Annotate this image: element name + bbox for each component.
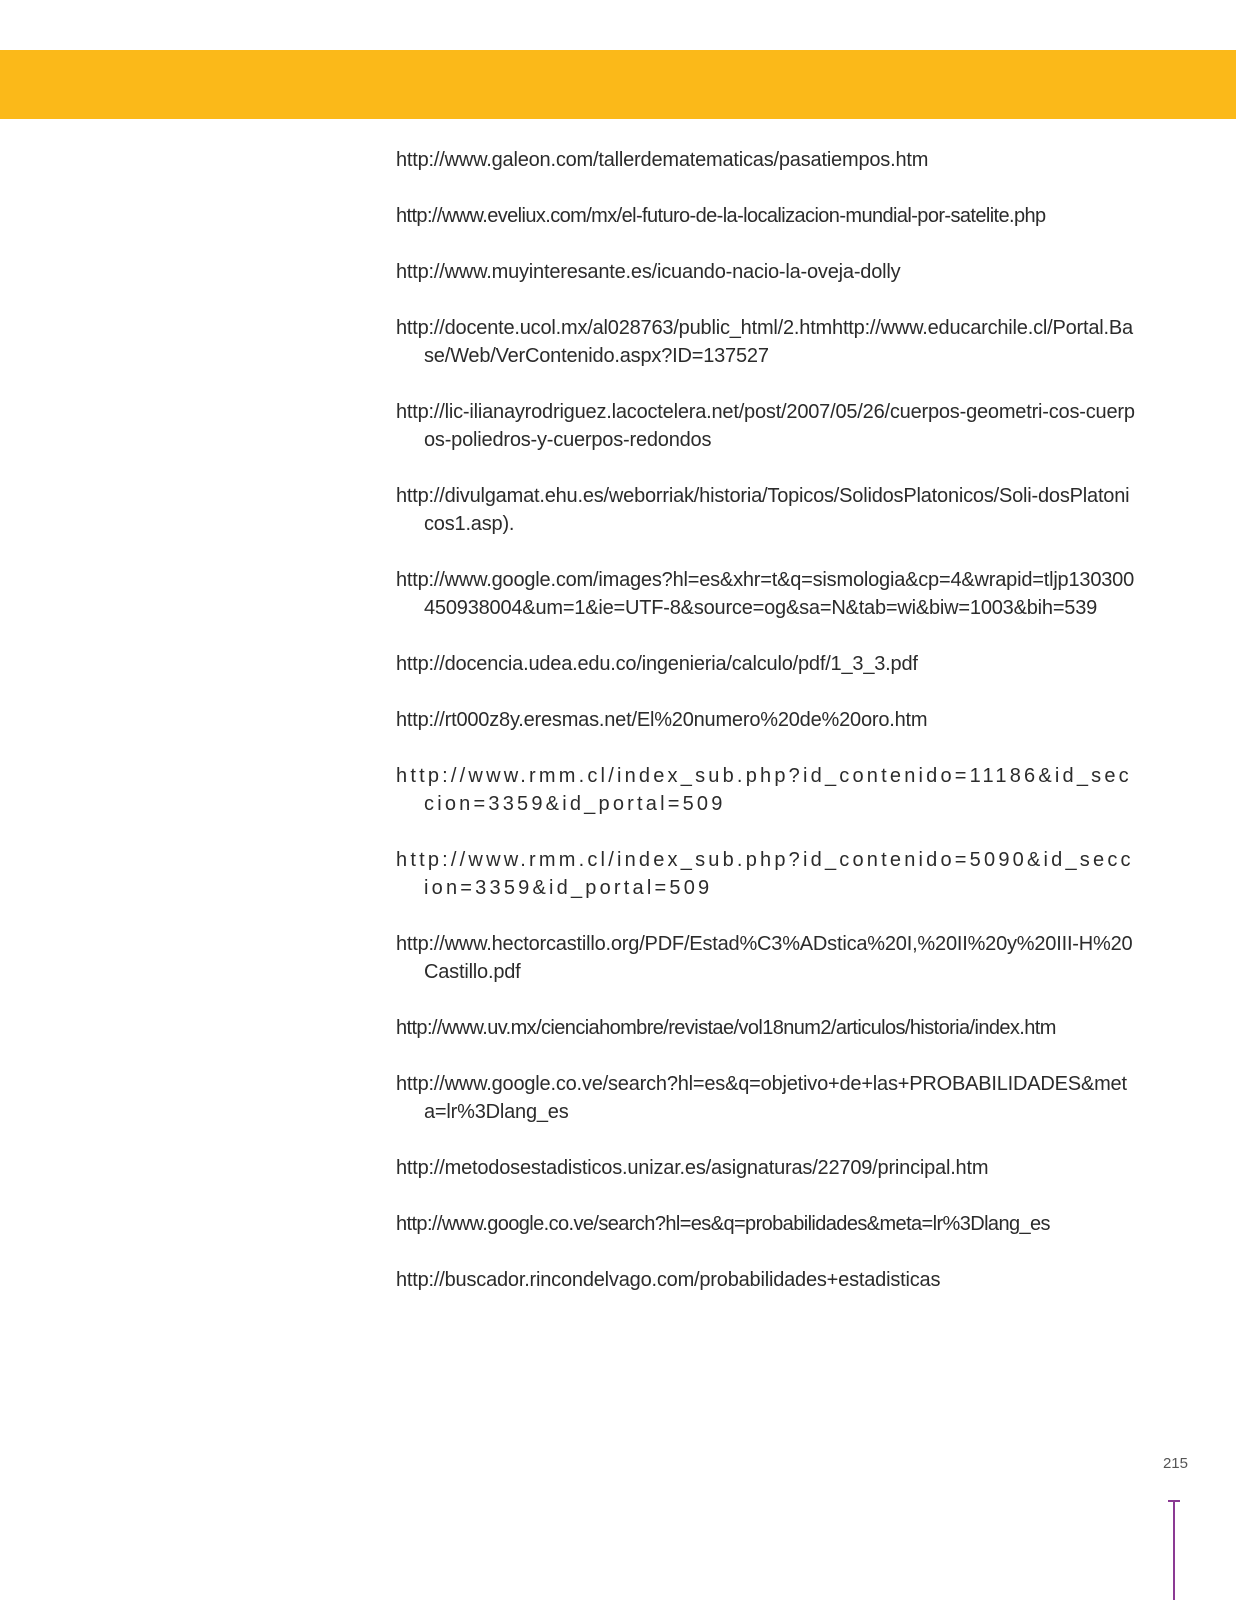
header-band bbox=[0, 50, 1236, 119]
reference-list bbox=[396, 146, 1136, 1322]
reference-item[interactable]: http://lic-ilianayrodriguez.lacoctelera.net/post/2007/05/26/cuerpos-geometri-cos-cuerpos-poliedros-y-cuerpos-redondos bbox=[396, 401, 1135, 451]
reference-item[interactable]: http://www.hectorcastillo.org/PDF/Estad%C3%ADstica%20I,%20II%20y%20III-H%20Castillo.pdf bbox=[396, 933, 1133, 983]
reference-item[interactable]: http://www.google.co.ve/search?hl=es&q=objetivo+de+las+PROBABILIDADES&meta=lr%3Dlang_es bbox=[396, 1073, 1127, 1123]
reference-item[interactable]: http://divulgamat.ehu.es/weborriak/historia/Topicos/SolidosPlatonicos/Soli-dosPlatonicos1.asp). bbox=[396, 485, 1130, 535]
reference-item[interactable]: http://docente.ucol.mx/al028763/public_html/2.htmhttp://www.educarchile.cl/Portal.Base/Web/VerContenido.aspx?ID=137527 bbox=[396, 317, 1133, 367]
reference-item[interactable]: http://metodosestadisticos.unizar.es/asignaturas/22709/principal.htm bbox=[396, 1157, 989, 1179]
reference-item[interactable]: http://www.google.co.ve/search?hl=es&q=probabilidades&meta=lr%3Dlang_es bbox=[396, 1213, 1050, 1235]
reference-item[interactable]: http://www.rmm.cl/index_sub.php?id_contenido=5090&id_seccion=3359&id_portal=509 bbox=[396, 849, 1134, 899]
reference-item[interactable]: http://buscador.rincondelvago.com/probabilidades+estadisticas bbox=[396, 1269, 941, 1291]
reference-item[interactable]: http://www.rmm.cl/index_sub.php?id_contenido=11186&id_seccion=3359&id_portal=509 bbox=[396, 765, 1132, 815]
reference-item[interactable]: http://rt000z8y.eresmas.net/El%20numero%20de%20oro.htm bbox=[396, 709, 928, 731]
reference-item[interactable]: http://www.google.com/images?hl=es&xhr=t&q=sismologia&cp=4&wrapid=tljp130300450938004&um=1&ie=UTF-8&source=og&sa=N&tab=wi&biw=1003&bih=539 bbox=[396, 569, 1135, 619]
reference-item[interactable]: http://docencia.udea.edu.co/ingenieria/calculo/pdf/1_3_3.pdf bbox=[396, 653, 918, 675]
page-marker-line bbox=[1173, 1500, 1175, 1600]
reference-item[interactable]: http://www.eveliux.com/mx/el-futuro-de-la-localizacion-mundial-por-satelite.php bbox=[396, 205, 1046, 227]
reference-item[interactable]: http://www.uv.mx/cienciahombre/revistae/vol18num2/articulos/historia/index.htm bbox=[396, 1017, 1056, 1039]
page-number: 215 bbox=[1162, 1455, 1188, 1472]
reference-item[interactable]: http://www.muyinteresante.es/icuando-nacio-la-oveja-dolly bbox=[396, 261, 901, 283]
reference-item[interactable]: http://www.galeon.com/tallerdematematicas/pasatiempos.htm bbox=[396, 149, 929, 171]
